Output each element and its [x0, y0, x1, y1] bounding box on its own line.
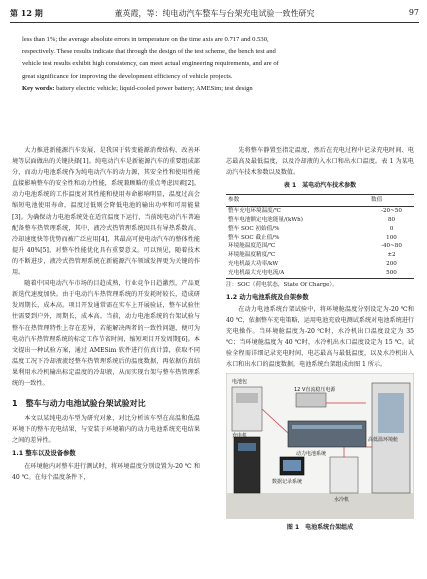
table-cell: -40~80: [381, 243, 402, 250]
table-cell: 80: [387, 216, 396, 223]
table-cell: 0: [389, 225, 394, 232]
abstract-line: respectively. These results indicate that through the design of the test scheme, the bench test and: [22, 48, 276, 56]
table-row: [226, 269, 414, 278]
table-cell: 充电机最大充电电流/A: [226, 269, 369, 278]
table-cell: 整车充电环境温度/℃: [228, 208, 281, 215]
keywords: [22, 83, 407, 95]
paragraph: 先将整车静置至指定温度，然后在充电过程中记录充电时间、电芯最高及最低温度，以及冷却液的入水口和出水口温度。表 1 为某电动汽车技术参数以及数值。: [226, 147, 414, 177]
table-cell: 环境舱温度精度/℃: [228, 252, 276, 259]
abstract-line: less than 1%; the average absolute errors in temperature on the time axis are 0.717 and 0.530,: [22, 36, 269, 43]
table-header: 数值: [369, 195, 414, 207]
subsection-heading: 1.2 动力电池系统及台架参数: [226, 293, 309, 301]
table-row: [226, 251, 414, 260]
issue-number: 第 12 期: [10, 8, 43, 18]
figure-label: 电池包: [232, 379, 248, 386]
right-column: [226, 145, 414, 533]
paragraph: 随着中国电动汽车市场的目趋成熟，行业竞争日趋激烈，产品更新迭代速度加快。由于电动汽车热管理系统的开发耗时较长，造成研发周期长、成本高。项目开发通常需在实车上开展验证，整车试验往往需要到户外，周期长，成本高。当前，动力电池系统的台架试验与整车在热管理特性上存在差异，若能解决两者的一致性问题，便可为电动汽车热管理系统的标定工作节省时间，缩短项目开发周期[6]。本文提出一种试验方案，通过 AMESim 软件进行仿真计算，获取不同温度工况下冷却液流经整车热管理系统后的温度数据，再依据仿真结果利用水冷机输出标定温度的冷却液，从而实现台架与整车热管理系统的一致性。: [12, 280, 200, 387]
paragraph: 大力推进新能源汽车发展，是我国于转变能源消费结构、改善环境等层面做出的关键抉择[1]。纯电动汽车是新能源汽车的重要组成部分，而动力电池系统作为纯电动汽车的动力源，其安全性和使用性能直接影响整车的安全性和动力性能，系统兼顾略的重点考虑因素[2]。动力电池系统的工作温度对其性能和使用寿命影响明显，温度过高会缩短电池使用寿命，温度过低则会降低电池的输出功率和可用能量[3]。为确保动力电池系统处在适宜温度下运行，当前纯电动汽车普遍配备整车热管理系统，其中，液冷式热管理系统因具有导热系数高、冷却速度快等优势而被广泛应用[4]，其最高可使电动汽车的整体性能提升 40%[5]，对整车性能优化具有重要意义。可以预见，随着技术的不断进步，液冷式热管理系统在新能源汽车领域发挥更为关键的作用。: [12, 147, 200, 277]
table-row: [226, 234, 414, 243]
table-row: [226, 207, 414, 216]
table-cell: 环境舱温度范围/℃: [228, 243, 276, 250]
figure-label: 12 V直流稳压电源: [294, 387, 336, 394]
table-cell: ±2: [387, 252, 396, 259]
table-cell: 200: [386, 260, 397, 267]
table-cell: 整车电池额定电池能量/(kWh): [228, 216, 303, 223]
english-abstract: [22, 34, 407, 95]
paragraph: 在环境舱内对整车进行测试时，将环境温度分别设置为-20 ℃ 和 40 ℃。在每个温度条件下，: [12, 462, 200, 481]
abstract-line: great significance for improving the development efficiency of vehicle projects.: [22, 72, 233, 80]
test-bench-photo: [226, 373, 414, 519]
running-title: 董英霞，等：纯电动汽车整车与台架充电试验一致性研究: [114, 9, 315, 18]
table-header: 参数: [226, 195, 369, 207]
figure-label: 水冷机: [334, 497, 350, 504]
figure-label: 充电机: [232, 433, 248, 440]
header-rule: [10, 22, 419, 23]
table-row: [226, 225, 414, 234]
section-heading: 1 整车与动力电池试验台架试验对比: [12, 399, 146, 409]
table-cell: -20~50: [381, 208, 402, 215]
figure-label: 动力电池系统: [296, 451, 327, 458]
table-row: [226, 216, 414, 225]
table-cell: 充电机最大功率/kW: [228, 260, 279, 267]
figure-label: 数据记录系统: [272, 479, 303, 486]
paragraph: 本文以某纯电动车型为研究对象，对比分析该车型在高温和低温环境下的整车充电结果，与安装于环境箱内的动力电池系统充电结果之间的差异性。: [12, 415, 200, 445]
keywords-label: Key words:: [22, 84, 55, 92]
figure-caption: 图 1 电池系统台架组成: [286, 524, 354, 532]
paragraph: 在动力电池系统台架试验中，将环境舱温度分别设定为-20 ℃和 40 ℃，依据整车充电策略，运用电池充放电测试系统对电池系统进行充电操作。当环境舱温度为-20 ℃时，水冷机出口温度设定为 35 ℃；当环境舱温度为 40 ℃时，水冷机出水口温度设定为 15 ℃。试验全程需详细记录充电时间、电芯最高与最低温度，以及水冷机出入水口和出水口的温度数据。电池系统台架组成由图 1 所示。: [226, 305, 414, 369]
table-cell: 整车 SOC 截止值/%: [228, 234, 280, 241]
table-note: 注：SOC（荷电状态，State Of Charge）。: [226, 281, 338, 288]
left-column: [12, 145, 200, 483]
subsection-heading: 1.1 整车以及设备参数: [12, 450, 76, 458]
page-number: 97: [408, 8, 419, 17]
table-cell: 整车 SOC 初始值/%: [228, 225, 280, 232]
table-caption: 表 1 某电动汽车技术参数: [283, 182, 357, 190]
table-header-row: [226, 195, 414, 207]
table-row: [226, 242, 414, 251]
keywords-text: battery electric vehicle; liquid-cooled power battery; AMESim; test design: [54, 84, 253, 92]
parameter-table: [226, 194, 414, 278]
table-cell: 500: [369, 269, 414, 278]
table-cell: 100: [386, 234, 397, 241]
table-row: [226, 260, 414, 269]
abstract-line: vehicle test results exhibit high consistency, can meet actual engineering requirements, and are of: [22, 60, 279, 68]
figure-label: 高低温环境舱: [368, 437, 399, 444]
running-header: [10, 8, 419, 22]
